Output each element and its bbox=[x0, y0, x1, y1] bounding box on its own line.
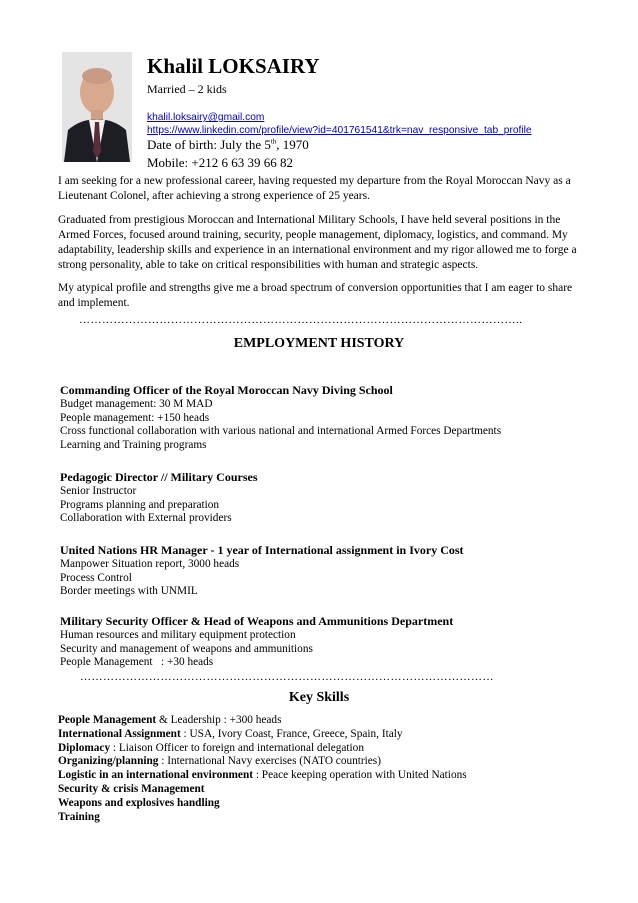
summary-paragraph-3 bbox=[58, 281, 580, 311]
skill-detail: : Peace keeping operation with United Nations bbox=[253, 769, 467, 782]
skill-item bbox=[58, 783, 598, 797]
job-line: Process Control bbox=[60, 571, 132, 584]
skill-detail: : International Navy exercises (NATO countries) bbox=[158, 755, 381, 768]
skill-detail: : USA, Ivory Coast, France, Greece, Spain, Italy bbox=[180, 727, 403, 740]
email-link[interactable]: khalil.loksairy@gmail.com bbox=[147, 112, 265, 123]
skill-item bbox=[58, 714, 598, 728]
job-title: Military Security Officer & Head of Weapons and Ammunitions Department bbox=[60, 614, 454, 628]
skill-detail: : Liaison Officer to foreign and international delegation bbox=[110, 741, 364, 754]
marital-status: Married – 2 kids bbox=[147, 82, 227, 96]
employment-history-heading: EMPLOYMENT HISTORY bbox=[233, 336, 405, 351]
mobile-number: Mobile: +212 6 63 39 66 82 bbox=[147, 155, 293, 170]
skill-item bbox=[58, 728, 598, 742]
skill-label: Security & crisis Management bbox=[58, 782, 205, 795]
skill-detail: & Leadership : +300 heads bbox=[156, 714, 282, 726]
job-line: Border meetings with UNMIL bbox=[60, 585, 198, 597]
skill-label: Training bbox=[58, 810, 100, 823]
job-line: Budget management: 30 M MAD bbox=[60, 398, 213, 410]
dotted-separator: …………………………………………………………………………………………………….. bbox=[79, 314, 523, 326]
job-entry bbox=[60, 542, 600, 599]
job-title: Commanding Officer of the Royal Moroccan Navy Diving School bbox=[60, 383, 393, 397]
dob-year: , 1970 bbox=[276, 137, 309, 152]
skill-label: Organizing/planning bbox=[58, 755, 159, 768]
dob-superscript: th bbox=[270, 137, 277, 146]
profile-photo bbox=[62, 52, 132, 162]
skill-item bbox=[58, 811, 598, 825]
job-entry bbox=[60, 382, 600, 452]
skill-item bbox=[58, 755, 598, 769]
skill-label: People Management bbox=[58, 714, 157, 726]
job-entry bbox=[60, 469, 600, 526]
job-line: Manpower Situation report, 3000 heads bbox=[60, 558, 240, 570]
job-line: Security and management of weapons and ammunitions bbox=[60, 642, 313, 655]
dob-text: Date of birth: July the 5 bbox=[147, 137, 271, 152]
summary-paragraph-1 bbox=[58, 174, 580, 204]
job-line: Human resources and military equipment protection bbox=[60, 629, 296, 641]
skill-label: Diplomacy bbox=[58, 741, 111, 754]
summary-text: Graduated from prestigious Moroccan and International Military Schools, I have held several positions in the Armed Forces, focused around training, security, people management, diplomacy, logistics, and command. My adaptability, leadership skills and experience in an international environment and my rigor allowed me to forge a strong personality, able to take on critical responsibilities with human and strategic aspects. bbox=[58, 214, 577, 271]
job-line: Senior Instructor bbox=[60, 485, 137, 497]
date-of-birth bbox=[147, 137, 309, 153]
job-entry bbox=[60, 613, 600, 670]
portrait-image bbox=[62, 52, 132, 162]
job-line: Programs planning and preparation bbox=[60, 498, 220, 511]
job-title: United Nations HR Manager - 1 year of International assignment in Ivory Cost bbox=[60, 543, 464, 557]
skill-label: Logistic in an international environment bbox=[58, 769, 253, 782]
skill-label: International Assignment bbox=[58, 727, 181, 740]
skill-item bbox=[58, 742, 598, 756]
candidate-name: Khalil LOKSAIRY bbox=[147, 54, 320, 78]
key-skills-list bbox=[58, 714, 598, 824]
job-line: People Management : +30 heads bbox=[60, 656, 214, 668]
skill-item bbox=[58, 797, 598, 811]
job-title: Pedagogic Director // Military Courses bbox=[60, 470, 258, 484]
summary-paragraph-2 bbox=[58, 213, 580, 273]
job-line: Collaboration with External providers bbox=[60, 512, 232, 524]
job-line: Learning and Training programs bbox=[60, 438, 207, 451]
dotted-separator: ……………………………………………………………………………………………… bbox=[80, 671, 494, 683]
skill-item bbox=[58, 769, 598, 783]
job-line: Cross functional collaboration with various national and international Armed Forces Departments bbox=[60, 425, 502, 437]
summary-text: I am seeking for a new professional career, having requested my departure from the Royal Moroccan Navy as a Lieutenant Colonel, after achieving a strong experience of 25 years. bbox=[58, 175, 571, 202]
summary-text: My atypical profile and strengths give me a broad spectrum of conversion opportunities that I am eager to share and implement. bbox=[58, 282, 573, 309]
key-skills-heading: Key Skills bbox=[288, 690, 350, 705]
linkedin-link[interactable]: https://www.linkedin.com/profile/view?id=401761541&trk=nav_responsive_tab_profile bbox=[147, 125, 532, 136]
skill-label: Weapons and explosives handling bbox=[58, 796, 220, 809]
job-line: People management: +150 heads bbox=[60, 411, 210, 424]
